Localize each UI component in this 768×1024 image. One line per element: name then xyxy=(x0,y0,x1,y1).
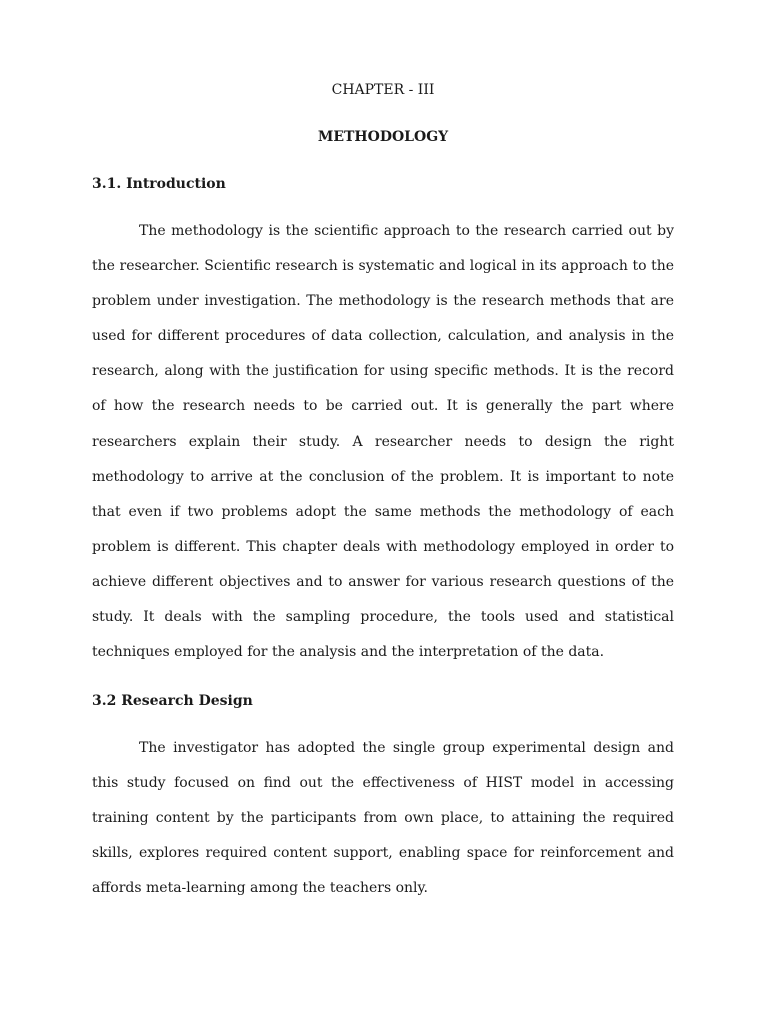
section-heading-introduction: 3.1. Introduction xyxy=(92,176,226,192)
paragraph-research-design: The investigator has adopted the single group experimental design and this study focused on find out the effectiveness of HIST model in accessing training content by the participants from own place, to attaining the required skills, explores required content support, enabling space for reinforcement and affords meta-learning among the teachers only. xyxy=(92,740,674,897)
paragraph-introduction: The methodology is the scientific approach to the research carried out by the researcher. Scientific research is systematic and logical in its approach to the problem under investigation. The methodology is the research methods that are used for different procedures of data collection, calculation, and analysis in the research, along with the justification for using specific methods. It is the record of how the research needs to be carried out. It is generally the part where researchers explain their study. A researcher needs to design the right methodology to arrive at the conclusion of the problem. It is important to note that even if two problems adopt the same methods the methodology of each problem is different. This chapter deals with methodology employed in order to achieve different objectives and to answer for various research questions of the study. It deals with the sampling procedure, the tools used and statistical techniques employed for the analysis and the interpretation of the data. xyxy=(92,223,674,661)
chapter-label: CHAPTER - III xyxy=(331,82,435,98)
section-heading-research-design: 3.2 Research Design xyxy=(92,693,253,709)
page-title: METHODOLOGY xyxy=(317,129,449,145)
